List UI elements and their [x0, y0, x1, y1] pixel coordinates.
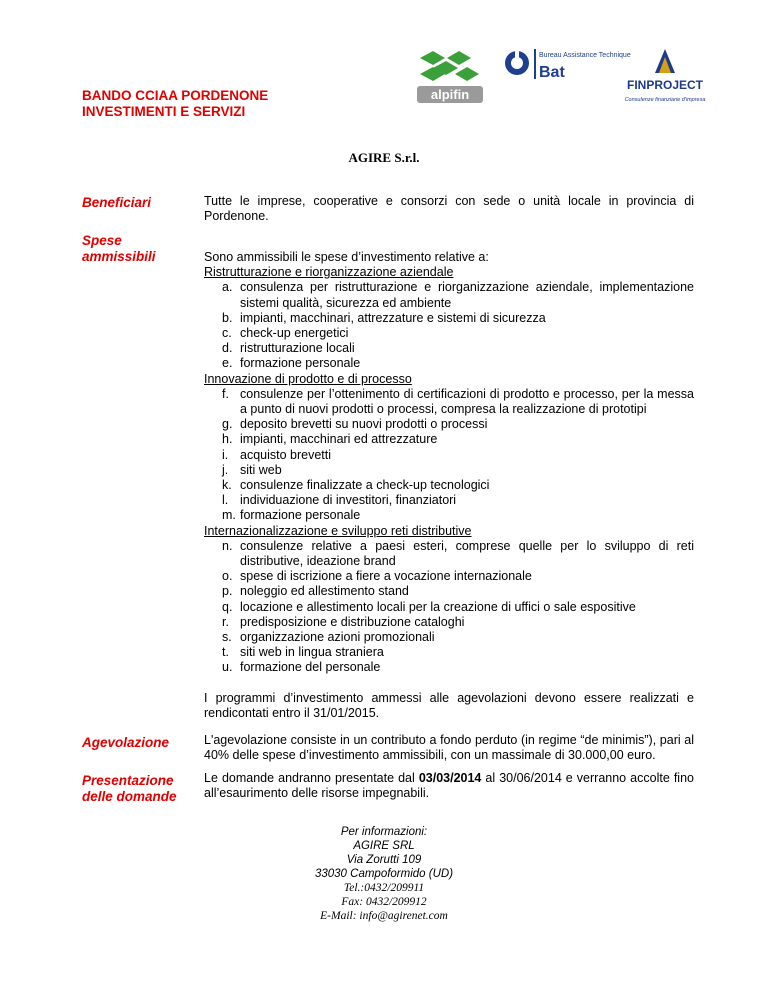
list-item [204, 463, 694, 478]
list-item-key: a. [222, 280, 233, 295]
list-item-text: consulenze finalizzate a check-up tecnologici [240, 478, 490, 493]
alpifin-logo [415, 46, 485, 106]
list-item [204, 508, 694, 523]
list-item [204, 584, 694, 599]
expense-list [204, 387, 694, 524]
list-item [204, 600, 694, 615]
list-item [204, 311, 694, 326]
list-item-text: check-up energetici [240, 326, 349, 341]
list-item-text: deposito brevetti su nuovi prodotti o processi [240, 417, 488, 432]
info-tel: Tel.:0432/209911 [343, 882, 425, 894]
list-item-key: j. [222, 462, 229, 477]
presentazione-text [204, 771, 694, 801]
list-item-text: ristrutturazione locali [240, 341, 355, 356]
title-line-1: BANDO CCIAA PORDENONE [82, 88, 269, 103]
bat-logo [503, 43, 631, 83]
presentazione-start-date: 03/03/2014 [418, 771, 482, 785]
list-item-text: consulenza per ristrutturazione e riorganizzazione aziendale, implementazione sistemi qualità, sicurezza ed ambiente [240, 280, 694, 310]
list-item-text: formazione personale [240, 508, 361, 523]
list-item-key: t. [222, 645, 229, 660]
spese-intro: Sono ammissibili le spese d’investimento relative a: [204, 250, 489, 264]
presentazione-label [82, 773, 177, 805]
finproject-wordmark: FINPROJECT [626, 78, 704, 92]
finproject-tagline: Consulenze finanziarie d'impresa [624, 97, 706, 103]
list-item [204, 326, 694, 341]
presentazione-label-line-1: Presentazione [82, 773, 174, 788]
presentazione-text-before: Le domande andranno presentate dal [204, 771, 419, 785]
list-item [204, 356, 694, 371]
info-email: E-Mail: info@agirenet.com [320, 910, 448, 922]
bat-tagline: Bureau Assistance Technique [539, 52, 631, 59]
list-item-key: g. [222, 417, 233, 432]
list-item [204, 660, 694, 675]
list-item-key: h. [222, 432, 233, 447]
list-item [204, 432, 694, 447]
list-item [204, 615, 694, 630]
list-item-text: consulenze per l’ottenimento di certificazioni di prodotto e processo, per la messa a punto di nuovi prodotti o processi, compresa la realizzazione di prototipi [240, 386, 694, 417]
agevolazione-text: L'agevolazione consiste in un contributo a fondo perduto (in regime “de minimis”), pari al 40% delle spese d’investimento ammissibili, con un massimale di 30.000,00 euro. [204, 733, 694, 763]
list-item-key: u. [222, 660, 233, 675]
list-item-key: e. [222, 356, 233, 371]
list-item-key: m. [222, 508, 236, 523]
list-item-key: b. [222, 310, 233, 325]
spese-content [204, 250, 694, 676]
list-item [204, 341, 694, 356]
document-title [82, 88, 268, 120]
list-item-text: locazione e allestimento locali per la creazione di uffici o sale espositive [240, 599, 636, 614]
list-item-key: r. [222, 614, 229, 629]
company-name: AGIRE S.r.l. [348, 150, 420, 165]
list-item [204, 493, 694, 508]
info-city: 33030 Campoformido (UD) [314, 868, 454, 880]
list-item-key: p. [222, 584, 233, 599]
spese-label-line-2: ammissibili [82, 249, 156, 264]
contact-info [0, 825, 768, 923]
list-item-key: f. [222, 386, 229, 401]
list-item [204, 417, 694, 432]
expense-list [204, 539, 694, 676]
list-item [204, 645, 694, 660]
presentazione-text-after: al 30/06/2014 e verranno accolte fino all’esaurimento delle risorse impegnabili. [204, 771, 694, 801]
bat-wordmark: Bat [539, 64, 565, 81]
list-item-key: o. [222, 569, 233, 584]
info-fax: Fax: 0432/209912 [341, 896, 427, 908]
group-heading: Innovazione di prodotto e di processo [204, 371, 412, 386]
alpifin-wordmark: alpifin [430, 87, 470, 102]
list-item [204, 387, 694, 417]
spese-note: I programmi d’investimento ammessi alle agevolazioni devono essere realizzati e rendicontati entro il 31/01/2015. [204, 691, 694, 721]
info-heading: Per informazioni: [340, 826, 428, 838]
list-item-key: n. [222, 538, 233, 553]
title-line-2: INVESTIMENTI E SERVIZI [82, 104, 246, 119]
list-item [204, 280, 694, 310]
info-street: Via Zorutti 109 [346, 854, 422, 866]
list-item-text: acquisto brevetti [240, 447, 332, 462]
list-item [204, 539, 694, 569]
list-item-key: d. [222, 341, 233, 356]
list-item-text: spese di iscrizione a fiere a vocazione internazionale [240, 569, 532, 584]
list-item-text: individuazione di investitori, finanziatori [240, 493, 457, 508]
list-item-text: formazione personale [240, 356, 361, 371]
list-item [204, 569, 694, 584]
list-item-text: impianti, macchinari, attrezzature e sistemi di sicurezza [240, 310, 546, 325]
agevolazione-label: Agevolazione [82, 735, 170, 750]
list-item-text: noleggio ed allestimento stand [240, 584, 409, 599]
list-item-key: k. [222, 478, 232, 493]
info-name: AGIRE SRL [353, 840, 415, 852]
list-item-key: q. [222, 599, 233, 614]
list-item-key: i. [222, 447, 229, 462]
list-item [204, 478, 694, 493]
group-heading: Ristrutturazione e riorganizzazione aziendale [204, 265, 454, 280]
presentazione-label-line-2: delle domande [82, 789, 177, 804]
list-item-text: predisposizione e distribuzione cataloghi [240, 614, 465, 629]
list-item-text: organizzazione azioni promozionali [240, 630, 435, 645]
list-item-key: c. [222, 326, 232, 341]
group-heading: Internazionalizzazione e sviluppo reti distributive [204, 523, 472, 538]
list-item-text: siti web in lingua straniera [240, 645, 384, 660]
list-item-text: impianti, macchinari ed attrezzature [240, 432, 438, 447]
list-item-text: consulenze relative a paesi esteri, comprese quelle per lo sviluppo di reti distributive, ideazione brand [240, 538, 694, 569]
finproject-logo [625, 45, 705, 109]
beneficiari-label: Beneficiari [82, 195, 152, 210]
list-item-text: formazione del personale [240, 660, 381, 675]
list-item-key: s. [222, 630, 232, 645]
spese-label-line-1: Spese [82, 233, 122, 248]
list-item-key: l. [222, 493, 229, 508]
list-item [204, 448, 694, 463]
list-item-text: siti web [240, 462, 282, 477]
list-item [204, 630, 694, 645]
expense-list [204, 280, 694, 371]
beneficiari-text: Tutte le imprese, cooperative e consorzi con sede o unità locale in provincia di Pordenone. [204, 194, 694, 224]
spese-label [82, 233, 156, 265]
